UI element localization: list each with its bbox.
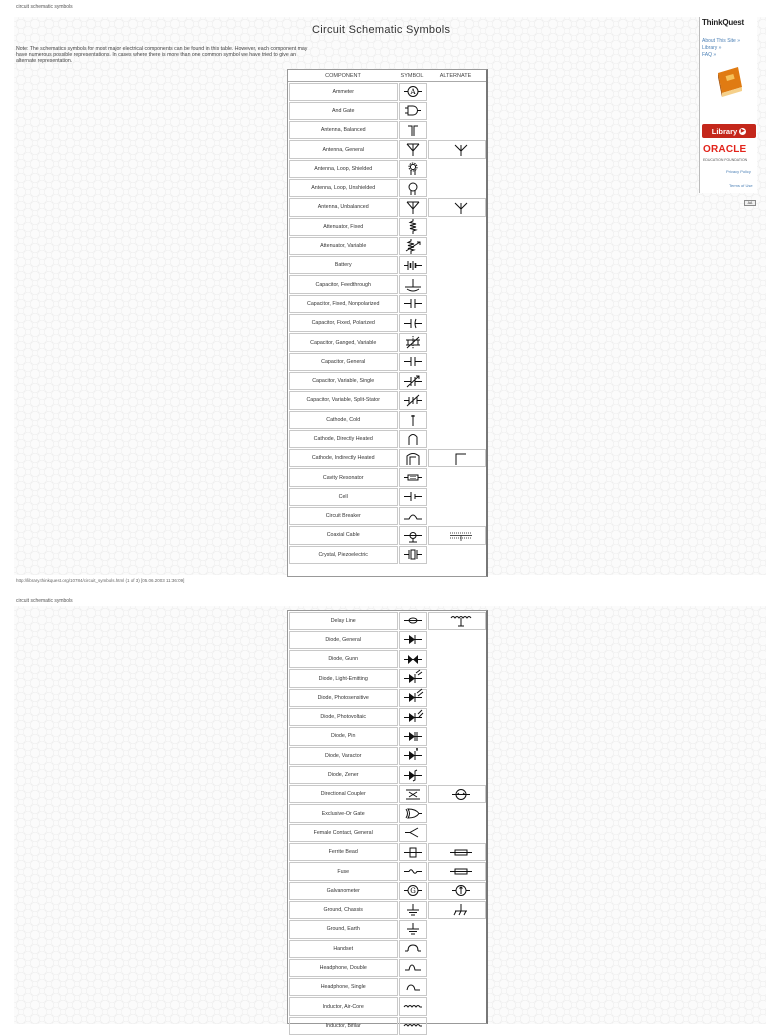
symbol-cell — [399, 901, 427, 919]
symbol-cell — [399, 449, 427, 467]
diode-gunn-symbol-icon — [402, 652, 424, 667]
component-name: Diode, Light-Emitting — [289, 669, 398, 687]
component-name: Capacitor, Fixed, Polarized — [289, 314, 398, 332]
symbol-cell — [399, 333, 427, 351]
symbol-cell — [399, 179, 427, 197]
symbol-cell — [399, 920, 427, 938]
library-banner[interactable] — [702, 124, 756, 138]
alternate-cell — [428, 727, 486, 745]
meter-A-symbol-icon — [402, 84, 424, 99]
component-name: Crystal, Piezoelectric — [289, 546, 398, 564]
component-name: Attenuator, Fixed — [289, 218, 398, 236]
table-row — [288, 920, 486, 939]
alternate-cell — [428, 959, 486, 977]
cap-split-symbol-icon — [402, 393, 424, 408]
table-row — [288, 140, 486, 159]
xor-gate-symbol-icon — [402, 806, 424, 821]
component-name: Diode, Zener — [289, 766, 398, 784]
cap-feed-symbol-icon — [402, 277, 424, 292]
table-row — [288, 159, 486, 178]
table-row — [288, 198, 486, 217]
table-row — [288, 429, 486, 448]
sidebar-link-about[interactable]: About This Site » — [702, 38, 740, 44]
component-name: Capacitor, Ganged, Variable — [289, 333, 398, 351]
terms-link[interactable]: Terms of Use — [729, 183, 753, 188]
alternate-cell — [428, 391, 486, 409]
component-name: Cathode, Directly Heated — [289, 430, 398, 448]
symbol-cell — [399, 650, 427, 668]
table-row — [288, 688, 486, 707]
component-name: Antenna, Balanced — [289, 121, 398, 139]
symbol-cell — [399, 275, 427, 293]
table-row — [288, 785, 486, 804]
coupler-symbol-icon — [402, 787, 424, 802]
component-name: Coaxial Cable — [289, 526, 398, 544]
meter-G-symbol-icon — [402, 883, 424, 898]
symbol-cell — [399, 1017, 427, 1035]
alternate-cell — [428, 314, 486, 332]
alternate-cell — [428, 275, 486, 293]
symbol-cell — [399, 353, 427, 371]
component-name: Ground, Earth — [289, 920, 398, 938]
ferrite-symbol-icon — [402, 845, 424, 860]
table-row — [288, 468, 486, 487]
ground-symbol-icon — [402, 903, 424, 918]
component-name: Diode, Gunn — [289, 650, 398, 668]
table-row — [288, 121, 486, 140]
component-name: Delay Line — [289, 612, 398, 630]
play-icon: ▶ — [740, 127, 745, 134]
alternate-cell — [428, 882, 486, 900]
component-name: Fuse — [289, 862, 398, 880]
table-row — [288, 526, 486, 545]
symbol-cell — [399, 940, 427, 958]
svg-text:G: G — [410, 887, 416, 896]
symbol-cell — [399, 862, 427, 880]
alternate-cell — [428, 708, 486, 726]
table-row — [288, 294, 486, 313]
delay-alt-symbol-icon — [442, 613, 472, 628]
component-name: Ferrite Bead — [289, 843, 398, 861]
oracle-edu-caption: EDUCATION FOUNDATION — [703, 158, 748, 162]
alternate-cell — [428, 430, 486, 448]
symbol-cell — [399, 218, 427, 236]
component-name: Diode, General — [289, 631, 398, 649]
component-name: Ground, Chassis — [289, 901, 398, 919]
coupler-alt-symbol-icon — [442, 787, 472, 802]
thinkquest-sidebar — [699, 17, 757, 205]
table-row — [288, 804, 486, 823]
component-name: Inductor, Bifilar — [289, 1017, 398, 1035]
female-symbol-icon — [402, 825, 424, 840]
breaker-symbol-icon — [402, 509, 424, 524]
alternate-cell — [428, 526, 486, 544]
component-name: Headphone, Single — [289, 978, 398, 996]
symbol-cell — [399, 747, 427, 765]
alternate-cell — [428, 747, 486, 765]
component-name: Antenna, Loop, Shielded — [289, 160, 398, 178]
table-row — [288, 611, 486, 630]
alternate-cell — [428, 295, 486, 313]
table-row — [288, 823, 486, 842]
table-row — [288, 314, 486, 333]
sidebar-menu — [702, 38, 740, 59]
alternate-cell — [428, 468, 486, 486]
table-row — [288, 101, 486, 120]
symbol-cell — [399, 978, 427, 996]
alternate-cell — [428, 689, 486, 707]
sidebar-link-faq[interactable]: FAQ » — [702, 52, 717, 58]
component-name: Exclusive-Or Gate — [289, 804, 398, 822]
alternate-cell — [428, 612, 486, 630]
alternate-cell — [428, 843, 486, 861]
column-component: COMPONENT — [325, 72, 361, 79]
alternate-cell — [428, 449, 486, 467]
component-name: Capacitor, Variable, Split-Stator — [289, 391, 398, 409]
symbol-cell — [399, 488, 427, 506]
symbol-cell — [399, 785, 427, 803]
cap-symbol-icon — [402, 296, 424, 311]
table-row — [288, 958, 486, 977]
antenna-symbol-icon — [402, 200, 424, 215]
table-row — [288, 236, 486, 255]
antenna-y-symbol-icon — [442, 200, 472, 215]
symbol-cell — [399, 612, 427, 630]
cathode-direct-symbol-icon — [402, 431, 424, 446]
symbol-cell — [399, 824, 427, 842]
symbol-cell — [399, 198, 427, 216]
crystal-symbol-icon — [402, 547, 424, 562]
inductor-symbol-icon — [402, 999, 424, 1014]
component-name: Galvanometer — [289, 882, 398, 900]
symbol-cell — [399, 546, 427, 564]
symbol-cell — [399, 140, 427, 158]
component-name: Cathode, Cold — [289, 411, 398, 429]
cavity-symbol-icon — [402, 470, 424, 485]
symbol-cell — [399, 391, 427, 409]
symbol-cell — [399, 997, 427, 1015]
loop-symbol-icon — [402, 181, 424, 196]
diode-pv-symbol-icon — [402, 710, 424, 725]
table-row — [288, 765, 486, 784]
page-title: Circuit Schematic Symbols — [312, 24, 451, 36]
resistor-v-symbol-icon — [402, 219, 424, 234]
thinkquest-logo[interactable]: ThinkQuest — [702, 18, 745, 27]
table-row — [288, 843, 486, 862]
table-row — [288, 727, 486, 746]
component-name: Ammeter — [289, 83, 398, 101]
symbol-cell — [399, 121, 427, 139]
table-row — [288, 487, 486, 506]
symbol-cell — [399, 766, 427, 784]
symbol-cell — [399, 468, 427, 486]
and-gate-symbol-icon — [402, 103, 424, 118]
table-row — [288, 178, 486, 197]
diode-pin-symbol-icon — [402, 729, 424, 744]
privacy-link[interactable]: Privacy Policy — [726, 169, 751, 174]
component-name: Cathode, Indirectly Heated — [289, 449, 398, 467]
component-name: Female Contact, General — [289, 824, 398, 842]
library-caption: Library — [711, 126, 738, 136]
symbol-cell — [399, 526, 427, 544]
component-name: Capacitor, Fixed, Nonpolarized — [289, 295, 398, 313]
cell-symbol-icon — [402, 489, 424, 504]
cap-symbol-icon — [402, 354, 424, 369]
alternate-cell — [428, 546, 486, 564]
antenna-balanced-symbol-icon — [402, 123, 424, 138]
table-row — [288, 449, 486, 468]
book-icon[interactable] — [710, 65, 746, 109]
component-name: Antenna, General — [289, 140, 398, 158]
table-row — [288, 333, 486, 352]
alternate-cell — [428, 121, 486, 139]
component-name: Handset — [289, 940, 398, 958]
table-row — [288, 256, 486, 275]
table-row — [288, 881, 486, 900]
table-row — [288, 978, 486, 997]
loop-shielded-symbol-icon — [402, 161, 424, 176]
component-name: Battery — [289, 256, 398, 274]
table-row — [288, 410, 486, 429]
component-name: Circuit Breaker — [289, 507, 398, 525]
symbol-cell — [399, 314, 427, 332]
page-header-2: circuit schematic symbols — [16, 598, 73, 604]
component-name: Capacitor, Variable, Single — [289, 372, 398, 390]
headphone-single-symbol-icon — [402, 980, 424, 995]
alternate-cell — [428, 372, 486, 390]
column-alternate: ALTERNATE — [439, 72, 472, 79]
symbol-cell — [399, 160, 427, 178]
cathode-indirect-symbol-icon — [402, 451, 424, 466]
ground-symbol-icon — [402, 922, 424, 937]
symbol-cell — [399, 295, 427, 313]
component-name: Headphone, Double — [289, 959, 398, 977]
alternate-cell — [428, 237, 486, 255]
intro-note: Note: The schematics symbols for most major electrical components can be found in this table. However, each component may have numerous possible representations. In cases where there is more than one common symbol we have tried to give an alternate representation. — [16, 46, 308, 64]
antenna-y-symbol-icon — [442, 142, 472, 157]
component-name: Cavity Resonator — [289, 468, 398, 486]
svg-text:A: A — [410, 88, 416, 97]
page-footer: http://library.thinkquest.org/10784/circuit_symbols.html (1 of 3) [05.06.2003 11:36:09] — [16, 578, 185, 583]
alternate-cell — [428, 198, 486, 216]
ground-chassis-symbol-icon — [442, 903, 472, 918]
alternate-cell — [428, 766, 486, 784]
component-name: Attenuator, Variable — [289, 237, 398, 255]
battery-symbol-icon — [402, 258, 424, 273]
alternate-cell — [428, 256, 486, 274]
table-body — [288, 82, 486, 564]
table-row — [288, 939, 486, 958]
table-row — [288, 1016, 486, 1035]
alternate-cell — [428, 631, 486, 649]
symbol-cell — [399, 102, 427, 120]
symbol-cell — [399, 237, 427, 255]
table-row — [288, 371, 486, 390]
table-row — [288, 352, 486, 371]
symbol-cell — [399, 959, 427, 977]
symbol-cell — [399, 727, 427, 745]
antenna-symbol-icon — [402, 142, 424, 157]
symbol-cell — [399, 631, 427, 649]
alternate-cell — [428, 785, 486, 803]
component-name: And Gate — [289, 102, 398, 120]
table-row — [288, 545, 486, 564]
symbols-table-2 — [287, 610, 488, 1029]
handset-symbol-icon — [402, 941, 424, 956]
coax-alt-symbol-icon — [442, 528, 472, 543]
resistor-var-symbol-icon — [402, 239, 424, 254]
delay-symbol-icon — [402, 613, 424, 628]
cathode-cold-symbol-icon — [402, 412, 424, 427]
meter-arrow-symbol-icon — [442, 883, 472, 898]
alternate-cell — [428, 411, 486, 429]
diode-led-symbol-icon — [402, 671, 424, 686]
symbol-cell — [399, 372, 427, 390]
table-row — [288, 630, 486, 649]
diode-var-symbol-icon — [402, 748, 424, 763]
symbol-cell — [399, 430, 427, 448]
table-row — [288, 507, 486, 526]
table-row — [288, 862, 486, 881]
table-row — [288, 650, 486, 669]
component-name: Antenna, Unbalanced — [289, 198, 398, 216]
table-row — [288, 669, 486, 688]
fuse-symbol-icon — [402, 864, 424, 879]
diode-symbol-icon — [402, 632, 424, 647]
symbol-cell — [399, 669, 427, 687]
table-row — [288, 275, 486, 294]
table-header — [288, 70, 486, 82]
table-row — [288, 997, 486, 1016]
symbol-cell — [399, 882, 427, 900]
alternate-cell — [428, 997, 486, 1015]
oracle-logo[interactable]: ORACLE — [703, 144, 747, 155]
component-name: Cell — [289, 488, 398, 506]
symbol-cell — [399, 256, 427, 274]
cap-pol-symbol-icon — [402, 316, 424, 331]
symbol-cell — [399, 804, 427, 822]
ferrite-alt-symbol-icon — [442, 845, 472, 860]
component-name: Diode, Pin — [289, 727, 398, 745]
alternate-cell — [428, 507, 486, 525]
fuse-alt-symbol-icon — [442, 864, 472, 879]
diode-zener-symbol-icon — [402, 768, 424, 783]
table-body-2 — [288, 611, 486, 1036]
alternate-cell — [428, 650, 486, 668]
symbol-cell — [399, 689, 427, 707]
cathode-alt-symbol-icon — [442, 451, 472, 466]
headphone-symbol-icon — [402, 960, 424, 975]
alternate-cell — [428, 940, 486, 958]
cap-var-symbol-icon — [402, 374, 424, 389]
column-symbol: SYMBOL — [400, 72, 424, 79]
table-row — [288, 391, 486, 410]
component-name: Diode, Photosensitive — [289, 689, 398, 707]
table-row — [288, 82, 486, 101]
component-name: Inductor, Air-Core — [289, 997, 398, 1015]
component-name: Directional Coupler — [289, 785, 398, 803]
alternate-cell — [428, 978, 486, 996]
page-header: circuit schematic symbols — [16, 4, 73, 10]
alternate-cell — [428, 83, 486, 101]
alternate-cell — [428, 333, 486, 351]
sidebar-link-library[interactable]: Library » — [702, 45, 722, 51]
symbol-cell — [399, 843, 427, 861]
component-name: Capacitor, General — [289, 353, 398, 371]
cap-ganged-symbol-icon — [402, 335, 424, 350]
alternate-cell — [428, 804, 486, 822]
inductor-symbol-icon — [402, 1018, 424, 1033]
coax-symbol-icon — [402, 528, 424, 543]
table-row — [288, 217, 486, 236]
symbol-cell — [399, 708, 427, 726]
alternate-cell — [428, 1017, 486, 1035]
component-name: Diode, Photovoltaic — [289, 708, 398, 726]
diode-photo-symbol-icon — [402, 690, 424, 705]
component-name: Capacitor, Feedthrough — [289, 275, 398, 293]
alternate-cell — [428, 669, 486, 687]
alternate-cell — [428, 824, 486, 842]
symbol-cell — [399, 411, 427, 429]
component-name: Antenna, Loop, Unshielded — [289, 179, 398, 197]
table-row — [288, 707, 486, 726]
component-name: Diode, Varactor — [289, 747, 398, 765]
alternate-cell — [428, 862, 486, 880]
table-row — [288, 746, 486, 765]
alternate-cell — [428, 218, 486, 236]
text-size-button[interactable]: AA — [744, 200, 756, 206]
alternate-cell — [428, 353, 486, 371]
symbols-table — [287, 69, 488, 577]
alternate-cell — [428, 488, 486, 506]
symbol-cell — [399, 507, 427, 525]
symbol-cell — [399, 83, 427, 101]
alternate-cell — [428, 901, 486, 919]
alternate-cell — [428, 160, 486, 178]
alternate-cell — [428, 102, 486, 120]
alternate-cell — [428, 140, 486, 158]
alternate-cell — [428, 920, 486, 938]
alternate-cell — [428, 179, 486, 197]
table-row — [288, 900, 486, 919]
